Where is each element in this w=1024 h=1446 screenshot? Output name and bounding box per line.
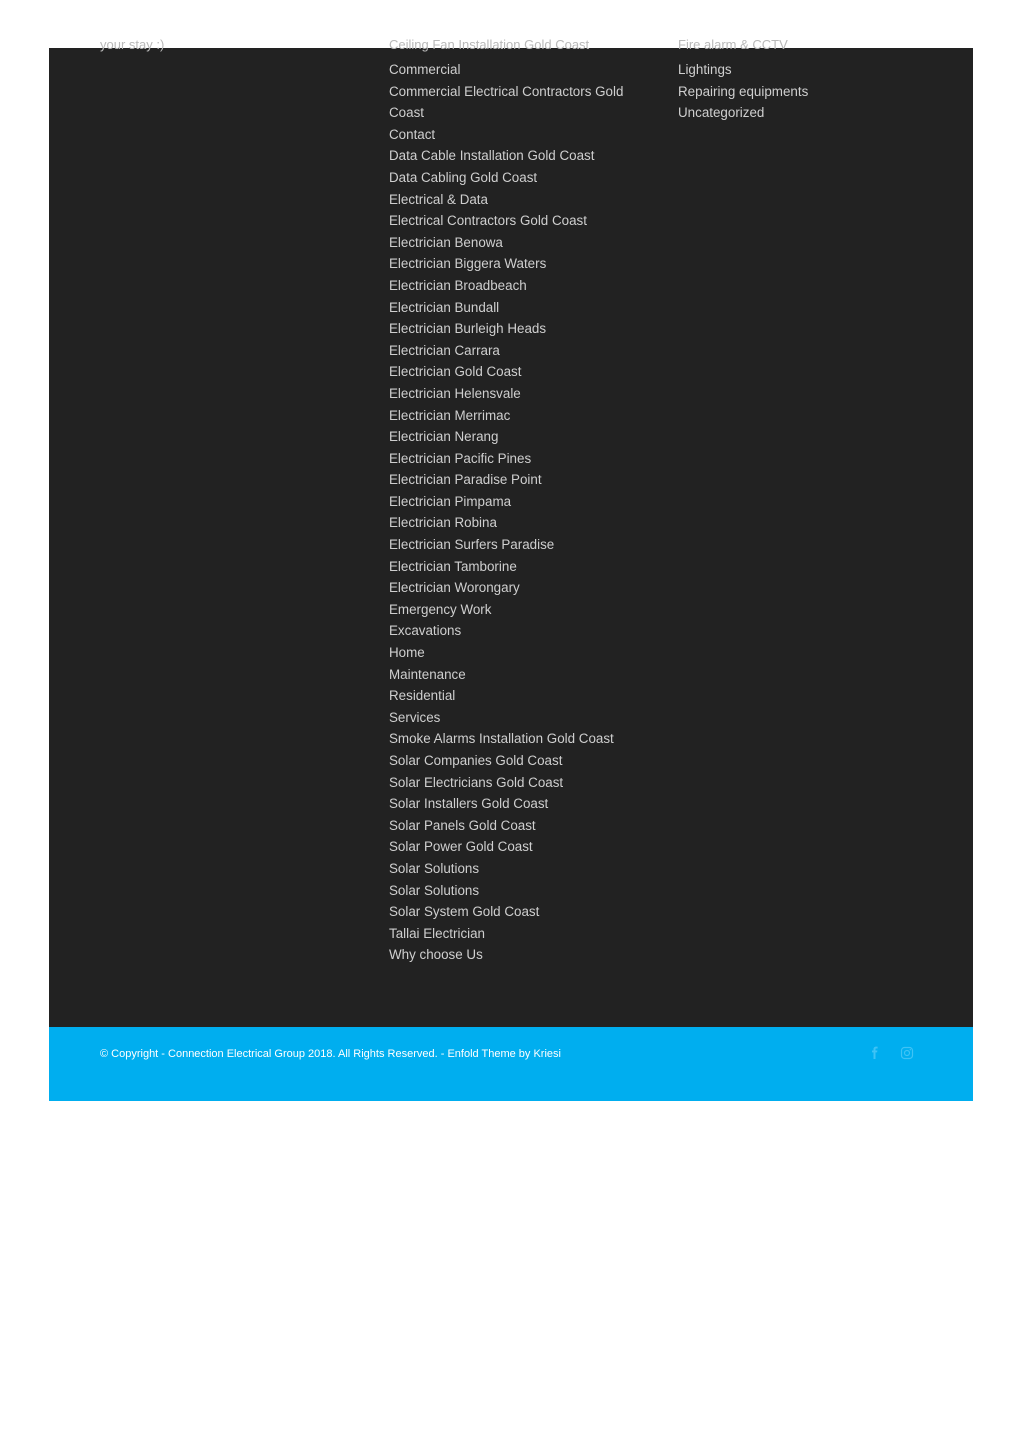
list-item [389,318,639,340]
list-item [389,620,639,642]
page-link[interactable]: Home [389,645,425,661]
facebook-icon[interactable] [868,1046,882,1060]
list-item [389,361,639,383]
list-item [389,145,639,167]
list-item [389,253,639,275]
list-item [389,426,639,448]
instagram-icon[interactable] [900,1046,914,1060]
socket-bar [49,1027,973,1101]
theme-credit-link[interactable]: Enfold Theme by Kriesi [447,1048,561,1060]
page-link[interactable]: Electrician Bundall [389,299,500,315]
page-link[interactable]: Contact [389,126,436,142]
list-item [678,102,918,124]
list-item [389,491,639,513]
page-link[interactable]: Electrician Carrara [389,342,500,358]
page-link[interactable]: Electrician Paradise Point [389,472,542,488]
list-item [389,772,639,794]
page-link[interactable]: Electrician Robina [389,515,497,531]
page-link[interactable]: Data Cabling Gold Coast [389,169,538,185]
page-link[interactable]: Electrician Burleigh Heads [389,321,547,337]
page-link[interactable]: Solar System Gold Coast [389,904,540,920]
page-link[interactable]: Electrician Pacific Pines [389,450,532,466]
list-item [678,81,918,103]
page-link[interactable]: Solar Solutions [389,860,480,876]
page-link[interactable]: Services [389,709,441,725]
page-link[interactable]: Data Cable Installation Gold Coast [389,148,595,164]
page-link[interactable]: Solar Power Gold Coast [389,839,533,855]
list-item [389,189,639,211]
categories-list [678,59,918,124]
page-link[interactable]: Emergency Work [389,601,492,617]
page-link[interactable]: Electrician Nerang [389,429,499,445]
list-item [389,836,639,858]
page-link[interactable]: Maintenance [389,666,466,682]
list-item [389,923,639,945]
list-item [389,642,639,664]
list-item [389,880,639,902]
list-item [389,340,639,362]
list-item [389,793,639,815]
list-item [389,750,639,772]
page-link[interactable]: Tallai Electrician [389,925,486,941]
list-item [678,59,918,81]
page-link[interactable]: Electrician Biggera Waters [389,256,547,272]
list-item [389,405,639,427]
footer-widget-area [49,37,973,1027]
clipped-category-link[interactable]: Fire alarm & CCTV [678,37,788,52]
page-link[interactable]: Solar Companies Gold Coast [389,753,563,768]
pages-list [389,59,639,966]
list-item [389,81,639,124]
list-item [389,59,639,81]
page-link[interactable]: Excavations [389,623,462,639]
list-item [389,901,639,923]
page-link[interactable]: Electrician Tamborine [389,558,517,574]
list-item [389,599,639,621]
list-item [389,577,639,599]
list-item [389,210,639,232]
list-item [389,858,639,880]
page-link[interactable]: Electrician Worongary [389,580,520,596]
list-item [389,167,639,189]
page-link[interactable]: Electrician Broadbeach [389,277,527,293]
page-link[interactable]: Electrical Contractors Gold Coast [389,213,587,229]
page-link[interactable]: Solar Solutions [389,882,480,898]
list-item [389,664,639,686]
category-link[interactable]: Repairing equipments [678,83,809,99]
list-item [389,297,639,319]
list-item [389,944,639,966]
list-item [389,685,639,707]
page-link[interactable]: Commercial [389,62,461,77]
list-item [389,124,639,146]
page-link[interactable]: Electrician Benowa [389,234,503,250]
page-link[interactable]: Electrician Pimpama [389,493,512,509]
list-item [389,728,639,750]
list-item [389,232,639,254]
list-item [389,275,639,297]
list-item [389,512,639,534]
page-link[interactable]: Electrician Merrimac [389,407,511,423]
list-item [389,448,639,470]
list-item [389,534,639,556]
list-item [389,556,639,578]
page-link[interactable]: Electrical & Data [389,191,488,207]
clipped-page-link[interactable]: Ceiling Fan Installation Gold Coast [389,37,590,52]
page-link[interactable]: Electrician Surfers Paradise [389,537,555,553]
clipped-text-left: your stay :) [100,37,165,52]
page-link[interactable]: Residential [389,688,456,704]
list-item [389,383,639,405]
category-link[interactable]: Lightings [678,62,732,77]
page-link[interactable]: Solar Installers Gold Coast [389,796,549,812]
list-item [389,469,639,491]
list-item [389,707,639,729]
page-link[interactable]: Solar Panels Gold Coast [389,817,536,833]
page-link[interactable]: Why choose Us [389,947,483,963]
page-link[interactable]: Electrician Gold Coast [389,364,522,380]
category-link[interactable]: Uncategorized [678,105,765,121]
page-link[interactable]: Solar Electricians Gold Coast [389,774,564,790]
copyright [100,1043,570,1065]
copyright-text: © Copyright - Connection Electrical Group 2018. All Rights Reserved. - [100,1048,448,1060]
page-link[interactable]: Electrician Helensvale [389,385,521,401]
page-link[interactable]: Smoke Alarms Installation Gold Coast [389,731,614,747]
page-link[interactable]: Commercial Electrical Contractors Gold Coast [389,83,624,121]
list-item [389,815,639,837]
